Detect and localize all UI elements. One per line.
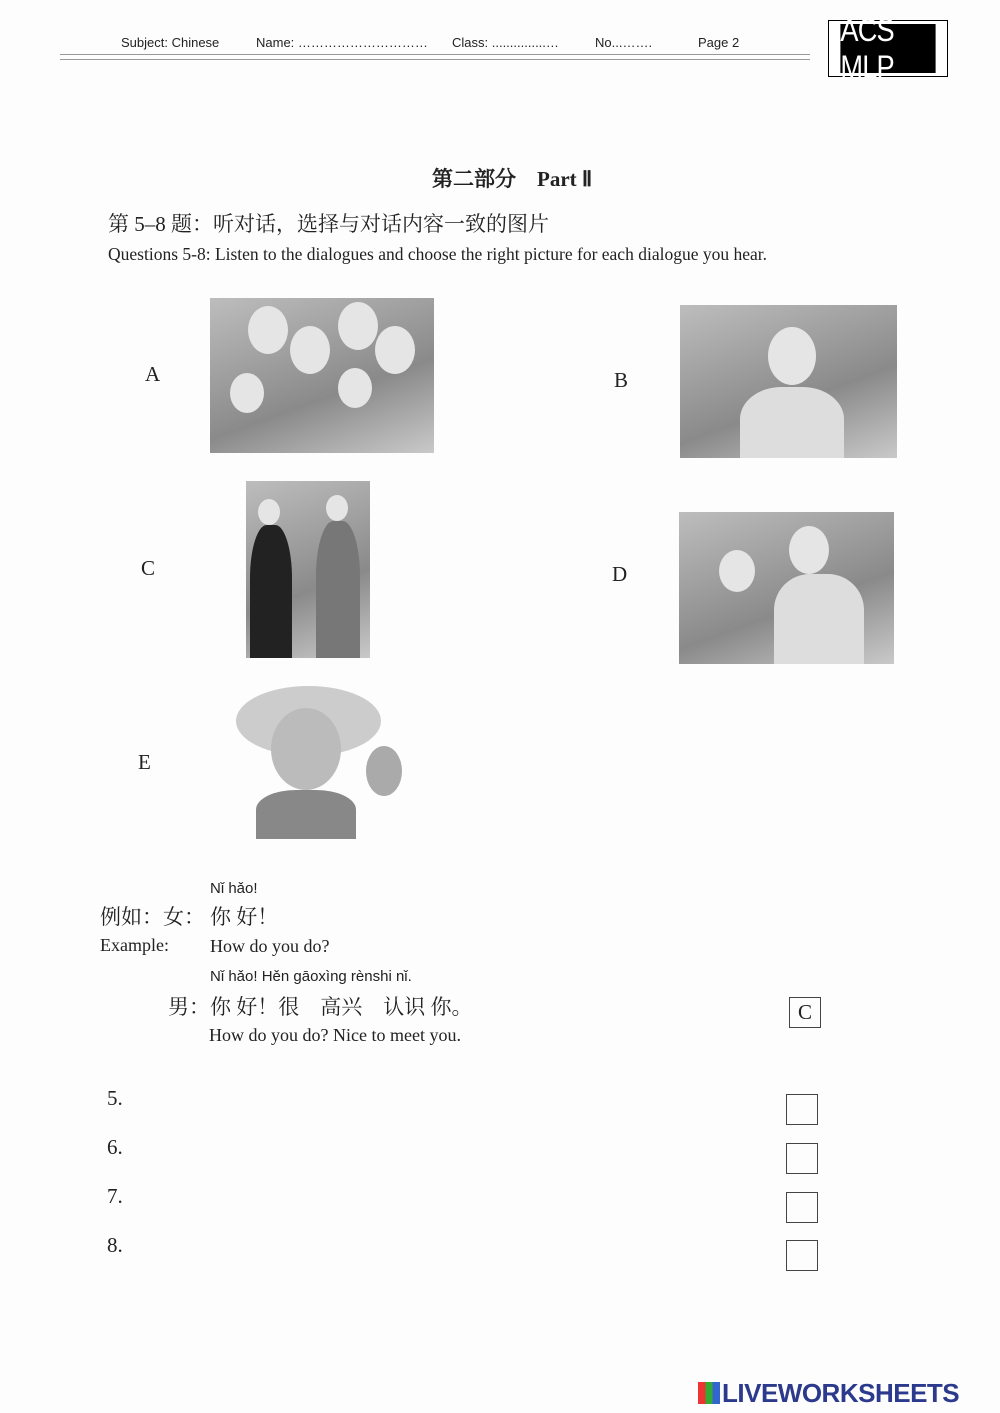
picture-label-b: B [614, 368, 629, 392]
question-number: 6. [107, 1135, 123, 1159]
school-logo: ACS MLP [828, 20, 948, 77]
answer-box-6[interactable] [786, 1143, 818, 1174]
picture-a-family [210, 298, 434, 453]
example-woman-en: How do you do? [210, 936, 330, 956]
example-answer-box: C [789, 997, 821, 1028]
answer-box-7[interactable] [786, 1192, 818, 1223]
example-man-zh: 你 好！很 高兴 认识 你。 [210, 995, 473, 1019]
answer-box-8[interactable] [786, 1240, 818, 1271]
header-divider [60, 54, 810, 60]
liveworksheets-watermark: LIVEWORKSHEETS [698, 1378, 959, 1409]
page-number: Page 2 [698, 35, 740, 50]
picture-d-teacher-student [679, 512, 894, 664]
example-man-pinyin: Nǐ hǎo! Hěn gāoxìng rènshi nǐ. [210, 968, 412, 985]
example-label-en: Example: [100, 935, 169, 955]
class-field: Class: ...............… [452, 35, 559, 50]
instructions-zh: 第 5–8 题：听对话，选择与对话内容一致的图片 [108, 212, 549, 236]
example-man-en: How do you do? Nice to meet you. [209, 1025, 461, 1045]
example-woman-zh: 你 好！ [210, 905, 279, 929]
example-man-label: 男： [168, 995, 210, 1019]
picture-label-d: D [612, 562, 628, 586]
picture-label-e: E [138, 750, 151, 774]
picture-c-handshake [246, 481, 370, 658]
instructions-en: Questions 5-8: Listen to the dialogues and choose the right picture for each dialogue you hear. [108, 244, 767, 264]
subject: Subject: Chinese [121, 35, 220, 50]
example-woman-pinyin: Nǐ hǎo! [210, 880, 258, 897]
picture-label-c: C [141, 556, 156, 580]
example-label-zh: 例如：女： [100, 905, 205, 929]
question-number: 7. [107, 1184, 123, 1208]
question-number: 8. [107, 1233, 123, 1257]
picture-e-girl-waving [226, 686, 410, 839]
picture-label-a: A [145, 362, 161, 386]
name-field: Name: ………………………… [256, 35, 428, 50]
question-number: 5. [107, 1086, 123, 1110]
picture-b-grandmother [680, 305, 897, 458]
section-title: 第二部分 Part Ⅱ [432, 167, 593, 191]
liveworksheets-logo-icon [698, 1382, 720, 1404]
number-field: No...……. [595, 35, 653, 50]
answer-box-5[interactable] [786, 1094, 818, 1125]
